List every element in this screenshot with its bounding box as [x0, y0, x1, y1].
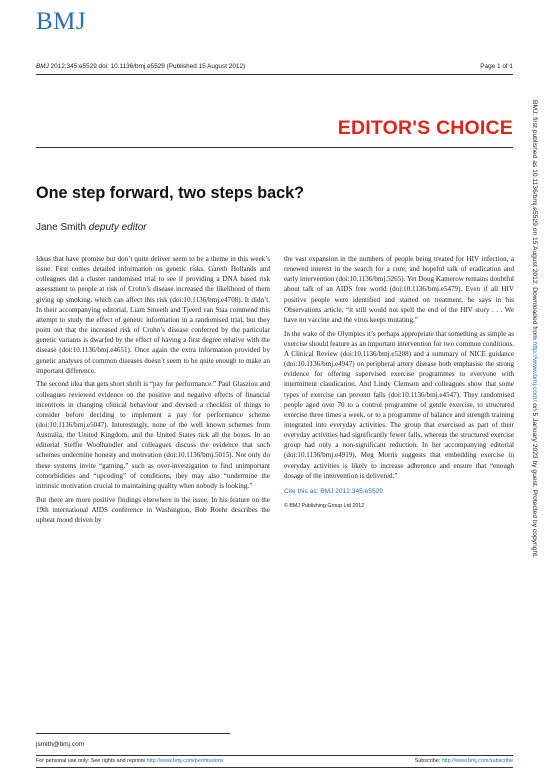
bmj-logo: BMJ	[36, 8, 87, 35]
cite-this: Cite this as: BMJ 2012;345:e5529	[284, 487, 383, 495]
author-role: deputy editor	[86, 222, 147, 233]
body-column-right	[284, 254, 514, 514]
header-rule	[36, 74, 513, 75]
paragraph: But there are more positive findings elsewhere in the issue. In his feature on the 19th international AIDS conference in Washington, Bob Roehr describes the upbeat mood driven by	[36, 495, 270, 524]
sidebar-text-after: on 5 January 2023 by guest. Protected by copyright.	[531, 401, 538, 558]
page-number: Page 1 of 1	[480, 63, 513, 70]
author-email[interactable]: jsmith@bmj.com	[36, 741, 85, 748]
sidebar-text-before: BMJ: first published as 10.1136/bmj.e5529 on 15 August 2012. Downloaded from	[531, 100, 538, 342]
body-column-left	[36, 254, 270, 529]
copyright: © BMJ Publishing Group Ltd 2012	[284, 502, 365, 509]
permissions-link[interactable]: http://www.bmj.com/permissions	[146, 758, 224, 764]
article-title: One step forward, two steps back?	[36, 184, 305, 202]
paragraph: In the wake of the Olympics it’s perhaps appropriate that something as simple as exercise should feature as an important intervention for two common conditions. A Clinical Review (doi:10.1136/bmj.e5208) and a summary of NICE guidance (doi:10.1136/bmj.e4947) on peripheral artery disease both emphasise the strong evidence for offering supervised exercise programmes to everyone with intermittent claudication. And Lindy Clemson and colleagues show that some types of exercise can prevent falls (doi:10.1136/bmj.e4547). They randomised people aged over 70 to a control programme of gentle exercise, to structured exercise three times a week, or to a programme of balance and strength training integrated into everyday activities. The group that exercised as part of their everyday activities had significantly fewer falls, whereas the structured exercise group had only a non-significant reduction. In her accompanying editorial (doi:10.1136/bmj.e4919), Meg Morris suggests that embedding exercise in everyday activities is likely to increase adherence and ensure that “enough dosage of the intervention is delivered.”	[284, 329, 514, 480]
section-label: EDITOR'S CHOICE	[337, 117, 513, 139]
author-byline	[36, 222, 147, 233]
footer-rights	[36, 756, 224, 767]
paragraph: the vast expansion in the numbers of people being treated for HIV infection, a renewed interest in the search for a cure, and hopeful talk of eradication and early intervention (doi:10.1136/bmj.5265). Yet Doug Kamerow remains doubtful about talk of an AIDS free world (doi:10.1136/bmj.e5479). Even if all HIV positive people were identified and started on treatment, he says in his Observations article, “it still would not spell the end of the HIV story . . . We have no vaccine and the virus keeps mutating.”	[284, 255, 514, 324]
journal-name: BMJ	[36, 63, 49, 70]
footer-rights-text: For personal use only: See rights and reprints	[36, 758, 147, 764]
author-name: Jane Smith	[36, 222, 87, 233]
bmj-site-link[interactable]: http://www.bmj.com/	[531, 341, 538, 402]
section-rule	[36, 147, 513, 148]
footer-subscribe-text: Subscribe:	[414, 758, 442, 764]
page-footer	[36, 755, 513, 768]
footer-subscribe	[415, 756, 513, 767]
footnote-rule	[36, 733, 230, 734]
sidebar-provenance	[531, 100, 538, 558]
paragraph: Ideas that have promise but don’t quite deliver seem to be a theme in this week’s issue. First comes detailed information on genetic risks. Gareth Hollands and colleagues did a cluster randomised trial to see if providing a DNA based risk assessment to people at risk of Crohn’s disease increased the likelihood of them giving up smoking, which can affect this risk (doi:10.1136/bmj.e4708). It didn’t. In their accompanying editorial, Liam Smeeth and Tjeerd van Staa commend this attempt to study the effect of genetic information in a randomised trial, but they point out that the increased risk of Crohn’s disease conferred by the particular genetic variants is dwarfed by the effect of having a first degree relative with the disease (doi:10.1136/bmj.e4651). Once again the extra information provided by genetic analyses of common diseases doesn’t seem to be quite enough to make an important difference.	[36, 255, 270, 375]
citation-details: 2012;345:e5529 doi: 10.1136/bmj.e5529 (Published 15 August 2012)	[48, 63, 246, 70]
subscribe-link[interactable]: http://www.bmj.com/subscribe	[441, 758, 513, 764]
paragraph: The second idea that gets short shrift is “pay for performance.” Paul Glasziou and colleagues reviewed evidence on the positive and negative effects of financial incentives in changing clinical behaviour and devised a checklist of things to consider before deciding to implement a pay for performance scheme (doi:10.1136/bmj.e5047). Interestingly, none of the well known schemes from Australia, the United Kingdom, and the United States tick all the boxes. In an editorial Steffie Woolhandler and colleagues discuss the evidence that such schemes undermine honesty and motivation (doi:10.1136/bmj.5015). Not only do these systems invite “gaming,” such as over-investigation to find unimportant comorbidities and “upcoding” of conditions, they may also “undermine the intrinsic motivation crucial to maintaining quality when nobody is looking.”	[36, 380, 270, 490]
citation-info	[36, 63, 245, 70]
